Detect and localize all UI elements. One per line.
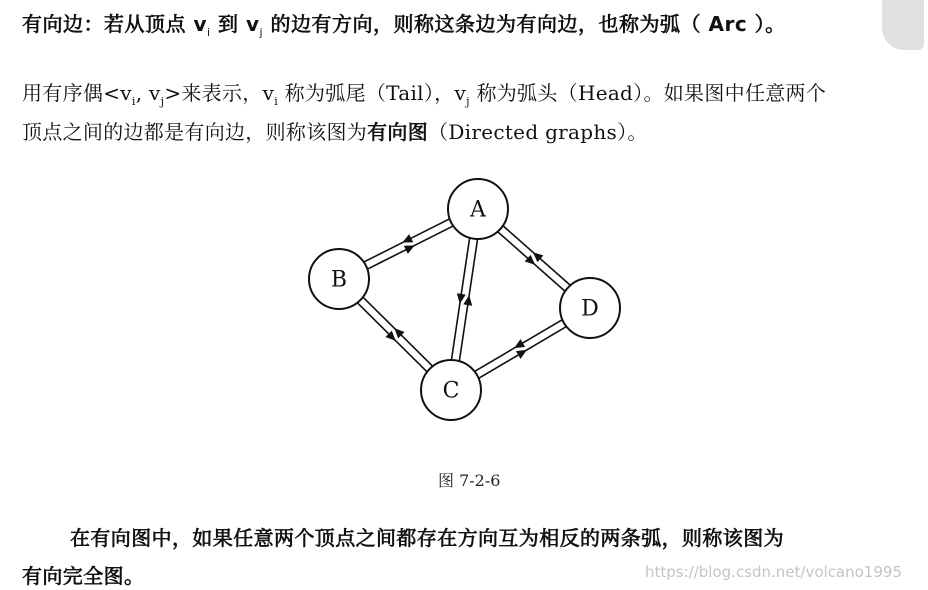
term-directed-graph: 有向图 — [367, 120, 429, 144]
heading-sub-j: j — [259, 26, 264, 39]
para2-after: （Directed graphs）。 — [428, 120, 648, 144]
para1-text-2: , v — [135, 81, 161, 105]
heading-mid: 到 v — [210, 12, 260, 36]
arcs-layer — [357, 219, 570, 378]
arc-b-to-c — [357, 303, 426, 372]
arc-a-to-b — [364, 219, 449, 262]
arrowhead — [516, 350, 527, 359]
para1-sub-3: i — [274, 95, 279, 108]
watermark-url: https://blog.csdn.net/volcano1995 — [645, 563, 902, 581]
arc-b-to-a — [368, 226, 453, 269]
arc-a-to-d — [498, 232, 565, 291]
heading-lead: 有向边：若从顶点 v — [22, 12, 207, 36]
para2-before: 顶点之间的边都是有向边，则称该图为 — [22, 120, 368, 144]
para1-text-5: 称为弧头（Head）。如果图中任意两个 — [469, 81, 827, 105]
para1-text-3: >来表示，v — [164, 81, 275, 105]
arrowhead — [457, 293, 466, 304]
heading-sub-i: i — [207, 26, 211, 39]
vertex-c — [421, 360, 481, 420]
nodes-layer — [309, 179, 620, 420]
arc-c-to-b — [363, 297, 432, 366]
vertex-label: A — [470, 197, 486, 223]
para1-sub-1: i — [131, 95, 136, 108]
paragraph-complete-directed-graph: 在有向图中，如果任意两个顶点之间都存在方向互为相反的两条弧，则称该图为 — [70, 526, 784, 550]
para1-sub-2: j — [160, 95, 165, 108]
vertex-d — [560, 278, 620, 338]
para1-text-4: 称为弧尾（Tail），v — [278, 81, 467, 105]
heading-tail: 的边有方向，则称这条边为有向边，也称为弧（ Arc ）。 — [263, 12, 786, 36]
arc-d-to-a — [503, 226, 570, 285]
vertex-label: D — [581, 296, 599, 322]
para1-sub-4: j — [466, 95, 470, 108]
arc-d-to-c — [475, 320, 562, 372]
arrowhead — [463, 295, 472, 306]
vertex-a — [448, 179, 508, 239]
para1-text-1: 用有序偶<v — [22, 81, 132, 105]
vertex-b — [309, 249, 369, 309]
vertex-label: B — [330, 267, 348, 293]
paragraph-complete-directed-graph-term: 有向完全图。 — [22, 564, 145, 588]
vertex-label: C — [442, 378, 460, 404]
arrowhead — [514, 339, 525, 348]
figure-caption: 图 7-2-6 — [438, 471, 501, 490]
arc-c-to-d — [479, 327, 566, 379]
